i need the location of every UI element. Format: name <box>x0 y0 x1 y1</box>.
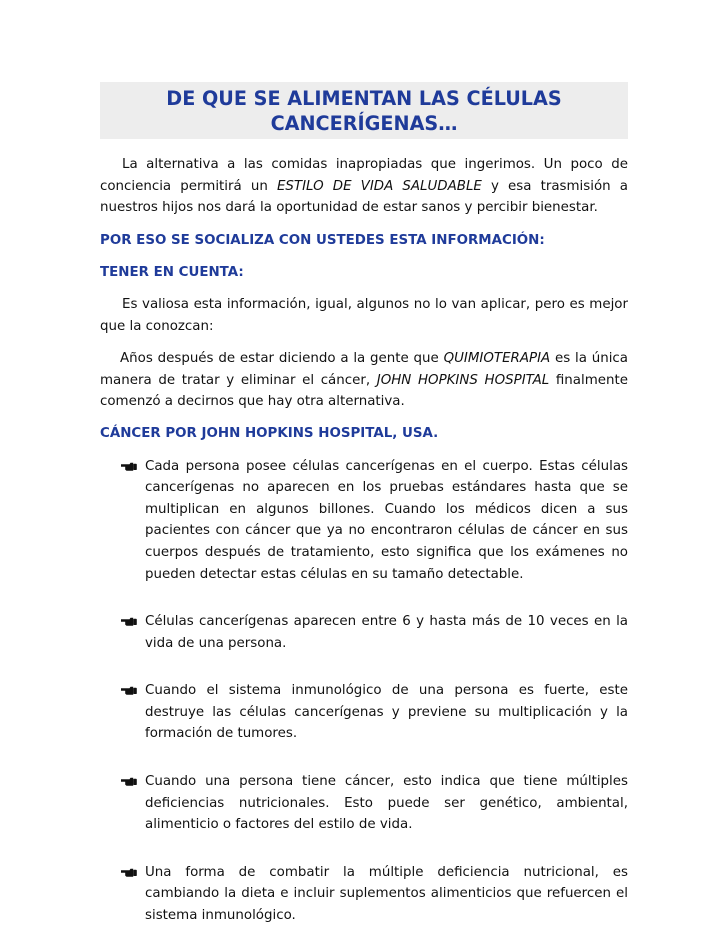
paragraph-valiosa: Es valiosa esta información, igual, algunos no lo van aplicar, pero es mejor que la conozcan: <box>100 296 628 334</box>
bullet-item-4 <box>100 771 628 836</box>
bullet-text: Células cancerígenas aparecen entre 6 y hasta más de 10 veces en la vida de una persona. <box>145 614 628 651</box>
pointing-hand-icon <box>120 683 138 697</box>
intro-paragraph <box>100 154 628 219</box>
pointing-hand-icon <box>120 614 138 628</box>
pointing-hand-icon <box>120 774 138 788</box>
anos-emphasis-1: QUIMIOTERAPIA <box>443 351 551 367</box>
title-line-1: DE QUE SE ALIMENTAN LAS CÉLULAS <box>166 87 562 110</box>
anos-emphasis-2: JOHN HOPKINS HOSPITAL <box>376 372 550 388</box>
document-page <box>100 82 628 927</box>
anos-text-2: es la única manera de tratar y eliminar el cáncer, <box>100 351 628 388</box>
intro-text-2: y esa trasmisión a nuestros hijos nos dará la oportunidad de estar sanos y percibir bienestar. <box>100 178 628 216</box>
bullet-item-3 <box>100 680 628 745</box>
bullet-item-5 <box>100 862 628 927</box>
heading-cancer-john-hopkins: CÁNCER POR JOHN HOPKINS HOSPITAL, USA. <box>100 425 439 441</box>
document-title <box>100 86 628 136</box>
heading-socializa: POR ESO SE SOCIALIZA CON USTEDES ESTA INFORMACIÓN: <box>100 232 545 248</box>
bullet-item-1 <box>100 456 628 586</box>
paragraph-anos-despues <box>100 348 628 413</box>
anos-text-1: Años después de estar diciendo a la gente que <box>120 351 444 367</box>
intro-emphasis: ESTILO DE VIDA SALUDABLE <box>276 178 482 194</box>
bullet-text: Cuando el sistema inmunológico de una persona es fuerte, este destruye las células cancerígenas y previene su multiplicación y la formación de tumores. <box>145 683 628 742</box>
intro-text-1: La alternativa a las comidas inapropiadas que ingerimos. Un poco de conciencia permitirá un <box>100 157 628 194</box>
title-line-2: CANCERÍGENAS… <box>270 112 458 135</box>
bullet-list <box>100 456 628 927</box>
bullet-text: Cada persona posee células cancerígenas en el cuerpo. Estas células cancerígenas no aparecen en los pruebas estándares hasta que se multiplican en algunos billones. Cuando los médicos dicen a sus pacientes con cáncer que ya no encontraron células de cáncer en sus cuerpos después de tratamiento, esto significa que los exámenes no pueden detectar estas células en su tamaño detectable. <box>145 458 628 582</box>
pointing-hand-icon <box>120 459 138 473</box>
anos-text-3: finalmente comenzó a decirnos que hay otra alternativa. <box>100 372 628 410</box>
bullet-text: Una forma de combatir la múltiple deficiencia nutricional, es cambiando la dieta e incluir suplementos alimenticios que refuercen el sistema inmunológico. <box>145 864 628 924</box>
heading-tener-en-cuenta: TENER EN CUENTA: <box>100 265 244 281</box>
bullet-item-2 <box>100 611 628 654</box>
title-banner <box>100 82 628 139</box>
bullet-text: Cuando una persona tiene cáncer, esto indica que tiene múltiples deficiencias nutricionales. Esto puede ser genético, ambiental, alimenticio o factores del estilo de vida. <box>145 774 628 833</box>
pointing-hand-icon <box>120 865 138 879</box>
